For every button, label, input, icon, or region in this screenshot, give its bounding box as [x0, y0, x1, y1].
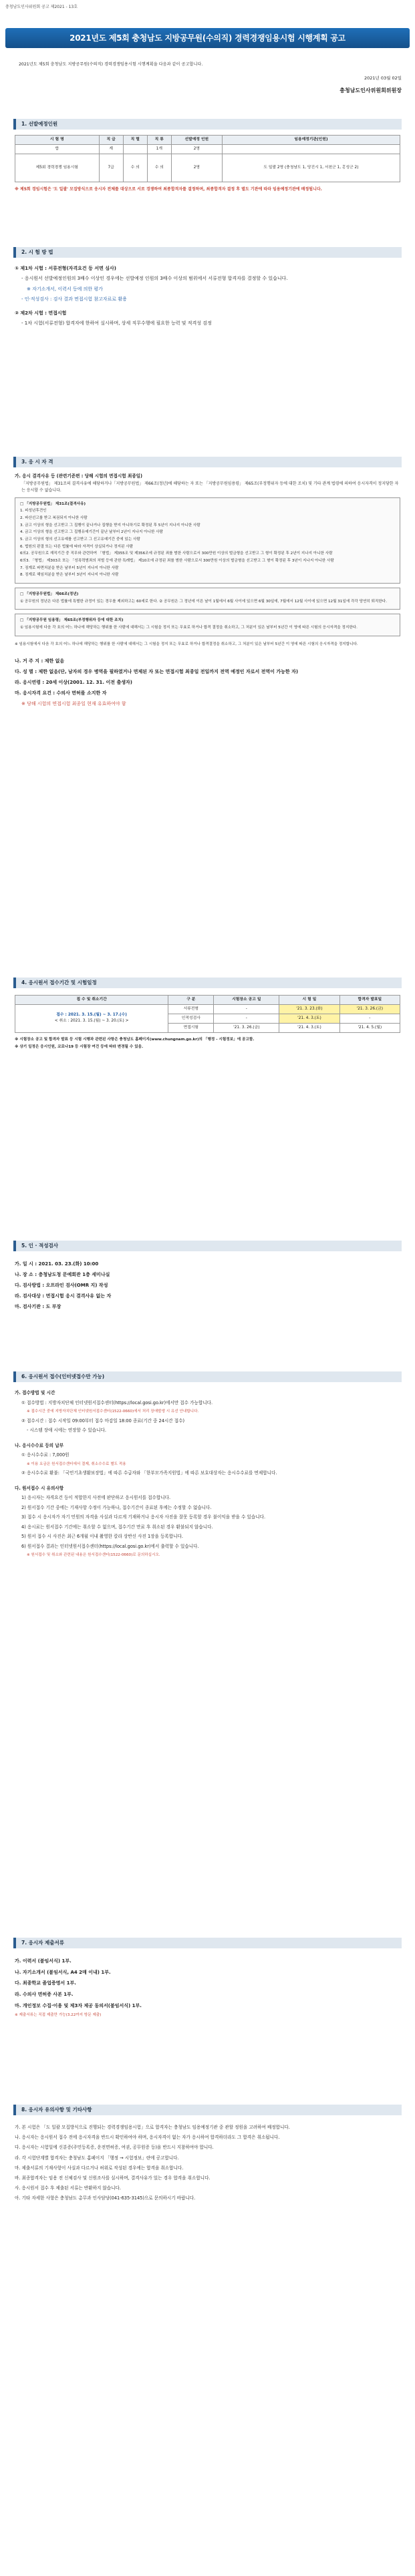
section-heading-1: 1. 선발예정인원 — [13, 119, 402, 130]
application — [15, 1389, 400, 1560]
document-note: ※ 제출서류는 직접 제출만 가능(3.22까지 방문 제출) — [15, 2013, 102, 2018]
list-item: 4. 금고 이상의 형을 선고받고 그 집행유예기간이 끝난 날부터 2년이 지나지 아니한 사람 — [20, 530, 163, 535]
note-item: 다. 응시자는 시험일에 신분증(주민등록증, 운전면허증, 여권, 공무원증 등)을 반드시 지참하여야 합니다. — [15, 2145, 214, 2151]
note-item: 사. 응시원서 접수 후 제출된 서류는 반환하지 않습니다. — [15, 2185, 121, 2191]
disqualification-box — [15, 497, 400, 584]
fee-title: 나. 응시수수료 등의 납부 — [15, 1442, 64, 1448]
cell: 도 일괄 2명 (충청남도 1, 당진시 1, 서천군 1, 홍성군 2) — [222, 154, 400, 182]
cell — [222, 144, 400, 154]
list-item: 3. 금고 이상의 형을 선고받고 그 집행이 끝나거나 집행을 받지 아니하기로 확정된 후 5년이 지나지 아니한 사람 — [20, 523, 200, 527]
table-row — [15, 1004, 400, 1014]
document-item: 나. 자기소개서 (붙임서식, A4 2매 이내) 1부. — [15, 1969, 111, 1975]
cell: '21. 3. 26.(금) — [214, 1023, 279, 1032]
document-item: 가. 이력서 (붙임서식) 1부. — [15, 1958, 72, 1964]
list-item: 5. 금고 이상의 형의 선고유예를 선고받고 그 선고유예기간 중에 있는 사람 — [20, 538, 140, 542]
fee-amount: ① 응시수수료 : 7,000원 — [21, 1452, 70, 1458]
cell: 수 의 — [147, 154, 171, 182]
required-documents — [15, 1956, 400, 2021]
list-item: 7. 징계로 파면처분을 받은 날부터 5년이 지나지 아니한 사람 — [20, 566, 119, 570]
aptitude-date: 가. 일 시 : 2021. 03. 23.(화) 10:00 — [15, 1261, 99, 1267]
col-count: 선발예정 인원 — [171, 136, 222, 145]
schedule-block — [15, 995, 400, 1051]
note-item: 바. 최종합격자는 임용 전 신체검사 및 신원조사를 실시하며, 결격사유가 있는 경우 합격을 취소합니다. — [15, 2175, 211, 2181]
section-heading-8: 8. 응시자 유의사항 및 기타사항 — [13, 2105, 402, 2115]
misconduct-note: ※ 임용시험에서 다음 각 호의 어느 하나에 해당하는 행위를 한 사람에 대해서는 그 시험을 정지 또는 무효로 하거나 합격결정을 취소하고, 그 처분이 있은 날부터 5년간 이 영에 따른 시험의 응시자격을 정지합니다. — [15, 642, 358, 646]
eligibility-license-note: ※ 당해 시험의 면접시험 최종일 현재 유효하여야 함 — [21, 701, 126, 707]
caution-item: 5) 원서 접수 시 사진은 최근 6개월 이내 촬영한 칼라 상반신 사진 1장을 등록합니다. — [21, 1534, 183, 1540]
document-item: 라. 수의사 면허증 사본 1부. — [15, 1992, 74, 1998]
eligibility-ga-text: 「지방공무원법」 제31조의 결격사유에 해당하거나「지방공무원법」 제66조(정년)에 해당하는 자 또는 「지방공무원임용령」 제65조(부정행위자 등에 대한 조치) 및 기타 관계 법령에 의하여 응시자격이 정지당한 자는 응시할 수 없습니다. — [21, 481, 399, 493]
note-item: 라. 각 시험단계별 합격자는 충청남도 홈페이지 「행정 → 시험정보」란에 공고합니다. — [15, 2155, 179, 2161]
caution-item: 3) 접수 시 응시자가 자기 민원의 자격을 사실과 다르게 기재하거나 응시자 사진을 잘못 등록할 경우 불이익을 받을 수 있습니다. — [21, 1514, 266, 1520]
list-item: 6의2. 공무원으로 재직기간 중 직무와 관련하여 「형법」 제355조 및 제356조에 규정된 죄를 범한 사람으로서 300만원 이상의 벌금형을 선고받고 그 형이 확정된 후 2년이 지나지 아니한 사람 — [20, 552, 333, 556]
period-cell — [15, 1004, 168, 1032]
application-method-note: ※ 접수시간 중에 지방자치단체 인터넷원서접수센터(1522-0660)에서 처리 장애발생 시 유선 안내합니다. — [27, 1410, 199, 1414]
cell: 인적성검사 — [168, 1014, 214, 1023]
exam-stage-2-detail: - 1차 시험(서류전형) 합격자에 한하여 실시하며, 상세 직무수행에 필요한 능력 및 적격성 검정 — [21, 320, 212, 327]
retirement-box — [15, 588, 400, 610]
list-item: 2. 파산선고를 받고 복권되지 아니한 사람 — [20, 516, 88, 521]
col-agency: 임용예정기관(인원) — [222, 136, 400, 145]
eligibility-gender: 다. 성 별 : 제한 없음(단, 남자의 경우 병역을 필하였거나 면제된 자 또는 면접시험 최종일 전일까지 전역 예정인 자로서 전역이 가능한 자) — [15, 669, 299, 675]
cell: 서류전형 — [168, 1004, 214, 1014]
list-item: 1. 피성년후견인 — [20, 509, 47, 513]
misconduct-box — [15, 614, 400, 636]
col-class: 직 류 — [147, 136, 171, 145]
col-venue-date: 시험장소 공고 일 — [214, 996, 279, 1005]
list-item: 8. 징계로 해임처분을 받은 날부터 3년이 지나지 아니한 사람 — [20, 573, 119, 578]
caution-title: 다. 원서접수 시 유의사항 — [15, 1485, 64, 1491]
application-time-note: - 시스템 장애 시에는 연장할 수 있습니다. — [27, 1428, 106, 1434]
cell: 계 — [99, 144, 123, 154]
cell: - — [339, 1014, 400, 1023]
aptitude-note: - 인·적성검사 : 검사 결과 면접시험 참고자료로 활용 — [21, 296, 127, 302]
exam-stage-1: ① 제1차 시험 : 서류전형(자격요건 등 서면 심사) — [15, 266, 117, 271]
note-item: 아. 기타 자세한 사항은 충청남도 총무과 인사담당(041-635-3145)으로 문의하시기 바랍니다. — [15, 2195, 196, 2201]
eligibility-license: 마. 응시자격 요건 : 수의사 면허를 소지한 자 — [15, 690, 107, 696]
aptitude-place: 나. 장 소 : 충청남도청 문예회관 1층 세미나실 — [15, 1272, 110, 1277]
col-grade: 직 급 — [99, 136, 123, 145]
section-heading-6: 6. 응시원서 접수(인터넷접수만 가능) — [13, 1371, 402, 1382]
caution-item: 1) 응시자는 자격요건 등이 적합한지 사전에 판단하고 응시원서를 접수합니다. — [21, 1495, 171, 1501]
document-item: 마. 개인정보 수집·이용 및 제3자 제공 동의서(붙임서식) 1부. — [15, 2002, 142, 2008]
schedule-note: ※ 시험장소 공고 및 합격자 발표 등 시험 시행과 관련된 사항은 충청남도 홈페이지(www.chungnam.go.kr)의 「행정 - 시험정보」에 공고함. — [15, 1037, 255, 1042]
section-heading-7: 7. 응시자 제출서류 — [13, 1938, 402, 1948]
section-heading-5: 5. 인 · 적성검사 — [13, 1241, 402, 1251]
document-item: 다. 최종학교 졸업증명서 1부. — [15, 1980, 76, 1986]
application-time: ② 접수시간 : 접수 시작일 09:00부터 접수 마감일 18:00 종료(기간 중 24시간 접수) — [21, 1418, 185, 1424]
box-title: □ 「지방공무원법」 제31조(결격사유) — [20, 501, 86, 506]
cell: 수 의 — [123, 154, 147, 182]
aptitude-method: 다. 검사방법 : 오프라인 검사(OMR 지) 작성 — [15, 1283, 108, 1288]
cell: '21. 3. 23.(화) — [279, 1004, 339, 1014]
col-period: 접 수 및 취소기간 — [15, 996, 168, 1005]
exam-stage-2: ② 제2차 시험 : 면접시험 — [15, 310, 67, 316]
cancel-period: < 취소 : 2021. 3. 15.(월) ~ 3. 20.(토) > — [54, 1019, 129, 1024]
section-heading-3: 3. 응 시 자 격 — [13, 457, 402, 467]
issuing-org: 충청남도인사위원회위원장 — [339, 87, 402, 93]
application-method-title: 가. 접수방법 및 시간 — [15, 1390, 55, 1396]
schedule-note: ※ 상기 일정은 응시인원, 코로나19 등 시험장 여건 등에 따라 변경될 수 있음. — [15, 1044, 144, 1049]
eligibility — [15, 473, 400, 710]
note-item: 마. 제출서류의 기재사항이 사실과 다르거나 허위로 작성된 경우에는 합격을 취소합니다. — [15, 2165, 184, 2171]
list-item: 6의3. 「형법」 제303조 또는 「성폭력범죄의 처벌 등에 관한 특례법」 제10조에 규정된 죄를 범한 사람으로서 300만원 이상의 벌금형을 선고받고 그 형이 확정된 후 3년이 지나지 아니한 사람 — [20, 559, 334, 564]
schedule-table — [15, 995, 400, 1033]
col-stage: 구 분 — [168, 996, 214, 1005]
cell: 2명 — [171, 154, 222, 182]
notice-date: 2021년 03월 02일 — [364, 75, 402, 81]
aptitude-test — [15, 1259, 400, 1313]
fee-exemption: ② 응시수수료 환불: 「국민기초생활보장법」에 따른 수급자와 「한부모가족지원법」에 따른 보호대상자는 응시수수료를 면제합니다. — [21, 1470, 277, 1476]
caution-item: 2) 원서접수 기간 중에는 기재사항 수정이 가능하나, 접수기간이 종료된 후에는 수정할 수 없습니다. — [21, 1504, 212, 1510]
box-title: □ 「지방공무원 임용령」 제65조(부정행위자 등에 대한 조치) — [20, 618, 124, 623]
aptitude-target: 라. 검사대상 : 면접시험 응시 결격사유 없는 자 — [15, 1293, 112, 1299]
col-exam: 시 험 명 — [15, 136, 100, 145]
cell — [123, 144, 147, 154]
col-series: 직 렬 — [123, 136, 147, 145]
cell: '21. 3. 26.(금) — [339, 1004, 400, 1014]
cell: - — [214, 1004, 279, 1014]
exam-stage-1-note: ※ 자기소개서, 이력서 등에 의한 평가 — [27, 286, 103, 292]
apply-period: 접수 : 2021. 3. 15.(월) ~ 3. 17.(수) — [56, 1013, 127, 1018]
col-result-date: 합격자 발표일 — [339, 996, 400, 1005]
cell: 2명 — [171, 144, 222, 154]
application-method: ① 접수방법 : 지방자치단체 인터넷원서접수센터(https://local.gosi.go.kr)에서만 접수 가능합니다. — [21, 1400, 213, 1406]
caution-note: ※ 원서접수 및 취소와 관련된 내용은 원서접수센터(1522-0660)로 문의하십시오. — [27, 1553, 160, 1558]
eligibility-age: 라. 응시연령 : 20세 이상(2001. 12. 31. 이전 출생자) — [15, 680, 132, 686]
cell: 면접시험 — [168, 1023, 214, 1032]
table-row — [15, 144, 400, 154]
cell: 1개 — [147, 144, 171, 154]
note-item: 가. 본 시험은 「도 일괄 모집방식으로 진행되는 경력경쟁임용시험」으로 합격자는 충청남도 임용예정기관 중 관할 정원을 고려하여 배정합니다. — [15, 2125, 290, 2130]
caution-item: 6) 원서접수 결과는 인터넷원서접수센터(https://local.gosi.go.kr)에서 출력할 수 있습니다. — [21, 1543, 199, 1549]
section-heading-4: 4. 응시원서 접수기간 및 시험일정 — [13, 978, 402, 988]
cell: 7급 — [99, 154, 123, 182]
notice-title: 2021년도 제5회 충청남도 지방공무원(수의직) 경력경쟁임용시험 시행계획 공고 — [5, 28, 410, 48]
section-heading-2: 2. 시 험 방 법 — [13, 247, 402, 258]
box-title: □ 「지방공무원법」 제66조(정년) — [20, 592, 79, 597]
aptitude-agency: 마. 검사기관 : 도 부장 — [15, 1304, 61, 1309]
box-text: ① 공무원의 정년은 다른 법률에 특별한 규정이 있는 경우를 제외하고는 60세로 한다. ② 공무원은 그 정년에 이른 날이 1월에서 6월 사이에 있으면 6월 30일에, 7월에서 12월 사이에 있으면 12월 31일에 각각 당연히 퇴직한다. — [20, 599, 387, 604]
caution-item: 4) 응시료는 원서접수 기간에는 취소할 수 없으며, 접수기간 만료 후 취소된 경우 환불되지 않습니다. — [21, 1524, 213, 1530]
cell: '21. 4. 5.(월) — [339, 1023, 400, 1032]
eligibility-ga: 가. 응시 결격사유 등 (관련기준편 : 당해 시험의 면접시험 최종일) — [15, 473, 143, 479]
recruitment-table — [15, 135, 400, 182]
notes — [15, 2123, 400, 2205]
recruitment-table-block — [15, 135, 400, 194]
exam-stage-1-detail: - 응시원서 선발예정인원의 3배수 이상인 경우에는 선발예정 인원의 3배수 이상의 범위에서 서류전형 합격자를 결정할 수 있습니다. — [21, 276, 288, 282]
col-exam-date: 시 험 일 — [279, 996, 339, 1005]
eligibility-residence: 나. 거 주 지 : 제한 없음 — [15, 658, 65, 664]
recruitment-note: ※ 제5회 경임시험은 '도 일괄' 모집방식으로 응시자 전체를 대상으로 서로 경쟁하여 최종합격자를 결정하며, 최종합격자 결정 후 별도 기관에 따라 임용예정기관에 배정됩니다. — [15, 186, 322, 192]
note-item: 나. 응시자는 응시원서 접수 전에 응시자격을 반드시 확인하여야 하며, 응시자격이 없는 자가 응시하여 합격하더라도 그 합격은 취소됩니다. — [15, 2135, 280, 2141]
table-row — [15, 154, 400, 182]
box-text: ① 임용시험에 다음 각 호의 어느 하나에 해당하는 행위를 한 사람에 대해서는 그 시험을 정지 또는 무효로 하거나 합격 결정을 취소하고, 그 처분이 있은 날부터 5년간 이 영에 따른 시험의 응시자격을 정지한다. — [20, 626, 358, 630]
exam-method — [15, 264, 400, 330]
cell: '21. 4. 3.(토) — [279, 1014, 339, 1023]
fee-note: ※ 이용 요금은 원서접수센터에서 결제, 취소수수료 별도 적용 — [27, 1462, 126, 1466]
list-item: 6. 법원의 판결 또는 다른 법률에 따라 자격이 상실되거나 정지된 사람 — [20, 544, 134, 549]
cell: 합 — [15, 144, 100, 154]
cell: 제5회 경력경쟁 임용시험 — [15, 154, 100, 182]
intro-text: 2021년도 제5회 충청남도 지방공무원(수의직) 경력경쟁임용시험 시행계획을 다음과 같이 공고합니다. — [19, 62, 203, 67]
notice-number: 충청남도인사위원회 공고 제2021 - 13호 — [5, 5, 78, 9]
cell: '21. 4. 3.(토) — [279, 1023, 339, 1032]
cell: - — [214, 1014, 279, 1023]
